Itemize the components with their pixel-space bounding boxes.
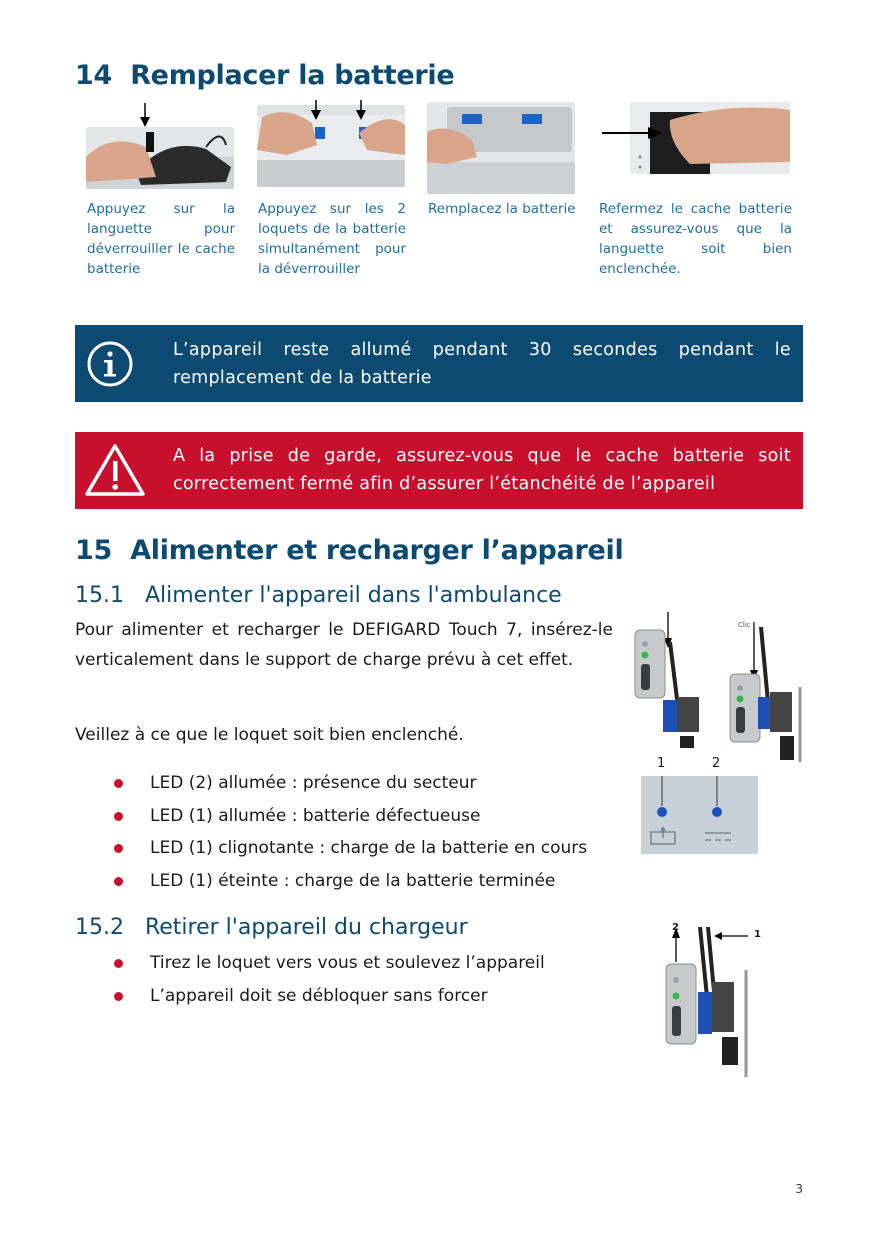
bullet-icon xyxy=(114,812,123,821)
step-2-arrow-left-icon xyxy=(311,100,321,124)
removal-label-1: 1 xyxy=(754,929,761,940)
warning-banner xyxy=(75,432,803,509)
step-3-photo xyxy=(427,102,575,194)
warning-banner-text: A la prise de garde, assurez-vous que le cache batterie soit correctement fermé afin d’assurer l’étanchéité de l’appareil xyxy=(173,446,791,494)
click-label: Clic ! xyxy=(738,621,756,629)
subsection-15-2-heading xyxy=(75,915,468,940)
step-3-caption: Remplacez la batterie xyxy=(428,201,576,217)
step-3-illustration xyxy=(427,102,575,194)
subsection-15-1-heading xyxy=(75,583,562,608)
step-2-illustration xyxy=(257,105,405,187)
charger-insertion-illustration xyxy=(630,612,810,762)
step-2-arrow-right-icon xyxy=(356,100,366,124)
list-item: Tirez le loquet vers vous et soulevez l’appareil xyxy=(110,947,545,980)
step-4-arrow-icon xyxy=(602,125,662,144)
led-label-2: 2 xyxy=(712,756,721,771)
subsection-15-2-number: 15.2 xyxy=(75,915,124,940)
removal-label-2: 2 xyxy=(672,922,679,933)
led-label-1: 1 xyxy=(657,756,666,771)
bullet-icon xyxy=(114,992,123,1001)
list-item: LED (2) allumée : présence du secteur xyxy=(110,767,587,800)
section-15-title: Alimenter et recharger l’appareil xyxy=(130,535,624,566)
step-1-caption: Appuyez sur la languette pour déverrouiller le cache batterie xyxy=(87,201,235,277)
step-2-caption: Appuyez sur les 2 loquets de la batterie simultanément pour la déverrouiller xyxy=(258,201,406,277)
charger-insertion-figure xyxy=(630,612,810,762)
bullet-icon xyxy=(114,877,123,886)
list-item: LED (1) allumée : batterie défectueuse xyxy=(110,800,587,833)
list-item: LED (1) clignotante : charge de la batterie en cours xyxy=(110,832,587,865)
led-status-list xyxy=(110,767,587,897)
led-panel-illustration xyxy=(641,776,758,854)
section-14-heading xyxy=(75,60,454,91)
bullet-icon xyxy=(114,779,123,788)
bullet-icon xyxy=(114,959,123,968)
removal-steps-list xyxy=(110,947,545,1012)
section-14-title: Remplacer la batterie xyxy=(130,60,455,91)
list-item: LED (1) éteinte : charge de la batterie terminée xyxy=(110,865,587,898)
info-banner xyxy=(75,325,803,402)
info-banner-text: L’appareil reste allumé pendant 30 secondes pendant le remplacement de la batterie xyxy=(173,340,791,388)
subsection-15-1-number: 15.1 xyxy=(75,583,124,608)
section-15-number: 15 xyxy=(75,535,112,566)
section-15-heading xyxy=(75,535,623,566)
step-1-arrow-icon xyxy=(140,103,150,131)
step-1-illustration xyxy=(86,127,234,189)
paragraph-insert-device: Pour alimenter et recharger le DEFIGARD Touch 7, insérez-le verticalement dans le support de charge prévu à cet effet. xyxy=(75,620,613,670)
paragraph-latch: Veillez à ce que le loquet soit bien enclenché. xyxy=(75,725,464,745)
led-panel-figure xyxy=(641,776,758,854)
subsection-15-1-title: Alimenter l'appareil dans l'ambulance xyxy=(144,583,562,608)
removal-illustration xyxy=(660,922,770,1077)
info-icon xyxy=(86,340,134,392)
list-item: L’appareil doit se débloquer sans forcer xyxy=(110,980,545,1013)
page-number: 3 xyxy=(795,1182,803,1196)
section-14-number: 14 xyxy=(75,60,112,91)
bullet-icon xyxy=(114,844,123,853)
removal-figure xyxy=(660,922,770,1077)
step-2-photo xyxy=(257,105,405,187)
warning-triangle-icon xyxy=(84,442,146,502)
subsection-15-2-title: Retirer l'appareil du chargeur xyxy=(144,915,468,940)
step-1-photo xyxy=(86,127,234,189)
step-4-caption: Refermez le cache batterie et assurez-vous que la languette soit bien enclenchée. xyxy=(599,201,792,277)
